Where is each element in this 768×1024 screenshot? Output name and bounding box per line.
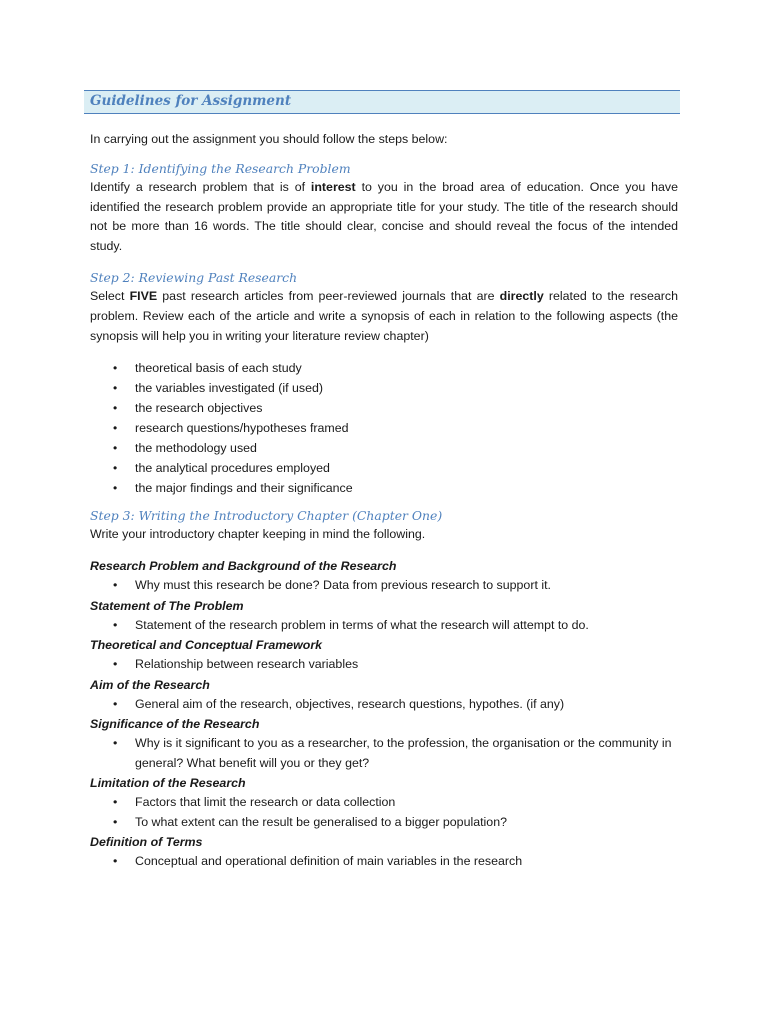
step2-text-b: past research articles from peer-reviewed journals that are	[157, 288, 500, 303]
bullet-icon: •	[113, 696, 118, 711]
list-item: • Relationship between research variables	[90, 655, 678, 675]
list-item: • the major findings and their significance	[90, 478, 678, 498]
list-item: • General aim of the research, objectives, research questions, hypothes. (if any)	[90, 695, 678, 715]
bullet-icon: •	[113, 481, 118, 496]
step2-text-bold-five: FIVE	[129, 288, 158, 303]
step1-text-bold: interest	[310, 179, 356, 194]
list-item: • Factors that limit the research or data collection	[90, 793, 678, 813]
bullet-icon: •	[113, 814, 118, 829]
step1-paragraph	[90, 178, 678, 257]
section-heading: Significance of the Research	[90, 717, 260, 732]
list-item: • Why is it significant to you as a researcher, to the profession, the organisation or the community in general? What benefit will you or they get?	[113, 736, 672, 770]
bullet-icon: •	[113, 361, 118, 376]
step2-bullet-list	[90, 358, 678, 498]
bullet-icon: •	[113, 421, 118, 436]
bullet-icon: •	[113, 381, 118, 396]
section-heading: Theoretical and Conceptual Framework	[90, 638, 323, 653]
list-item: • the analytical procedures employed	[90, 458, 678, 478]
document-body	[90, 130, 678, 872]
list-item: • research questions/hypotheses framed	[90, 418, 678, 438]
section-list	[90, 616, 678, 636]
title-bar	[84, 90, 680, 114]
bullet-icon: •	[113, 795, 118, 810]
bullet-icon: •	[113, 401, 118, 416]
list-item: • To what extent can the result be generalised to a bigger population?	[90, 813, 678, 833]
bullet-icon: •	[113, 441, 118, 456]
bullet-icon: •	[113, 854, 118, 869]
section-heading: Research Problem and Background of the Research	[90, 559, 397, 574]
bullet-icon: •	[113, 578, 118, 593]
bullet-icon: •	[113, 617, 118, 632]
section-list	[90, 793, 678, 832]
list-item: • Why must this research be done? Data from previous research to support it.	[90, 576, 678, 596]
intro-text: In carrying out the assignment you should follow the steps below:	[90, 132, 448, 146]
section-heading: Definition of Terms	[90, 835, 203, 850]
step1-text-b: to you in the broad area of education. Once you have identified the research problem provide an appropriate title for your study. The title of the research should not be more than 16 words. The title should clear, concise and should reveal the focus of the intended study.	[90, 179, 679, 254]
page-title: Guidelines for Assignment	[90, 93, 292, 109]
section-heading: Limitation of the Research	[90, 776, 246, 791]
section-list	[90, 852, 678, 872]
section-heading: Statement of The Problem	[90, 598, 244, 613]
section-list	[90, 655, 678, 675]
list-item: • the variables investigated (if used)	[90, 378, 678, 398]
bullet-icon: •	[113, 461, 118, 476]
list-item: • the methodology used	[90, 438, 678, 458]
section-heading: Aim of the Research	[90, 677, 210, 692]
step2-text-c: related to the research problem. Review each of the article and write a synopsis of each in relation to the following aspects (the synopsis will help you in writing your literature review chapter)	[90, 288, 678, 343]
section-list	[90, 695, 678, 715]
step1-heading: Step 1: Identifying the Research Problem	[90, 160, 351, 176]
bullet-icon: •	[113, 657, 118, 672]
step3-heading: Step 3: Writing the Introductory Chapter (Chapter One)	[90, 508, 443, 524]
section-list	[90, 734, 678, 773]
list-item: • theoretical basis of each study	[90, 358, 678, 378]
list-item: • the research objectives	[90, 398, 678, 418]
step2-text-bold-directly: directly	[499, 288, 544, 303]
step3-paragraph: Write your introductory chapter keeping in mind the following.	[90, 527, 426, 542]
bullet-icon: •	[113, 736, 118, 751]
list-item: • Statement of the research problem in terms of what the research will attempt to do.	[90, 616, 678, 636]
step2-paragraph	[90, 287, 678, 346]
step1-text-a: Identify a research problem that is of	[90, 179, 311, 194]
section-list	[90, 576, 678, 596]
list-item: • Conceptual and operational definition of main variables in the research	[90, 852, 678, 872]
step2-text-a: Select	[90, 288, 130, 303]
step2-heading: Step 2: Reviewing Past Research	[90, 269, 298, 285]
